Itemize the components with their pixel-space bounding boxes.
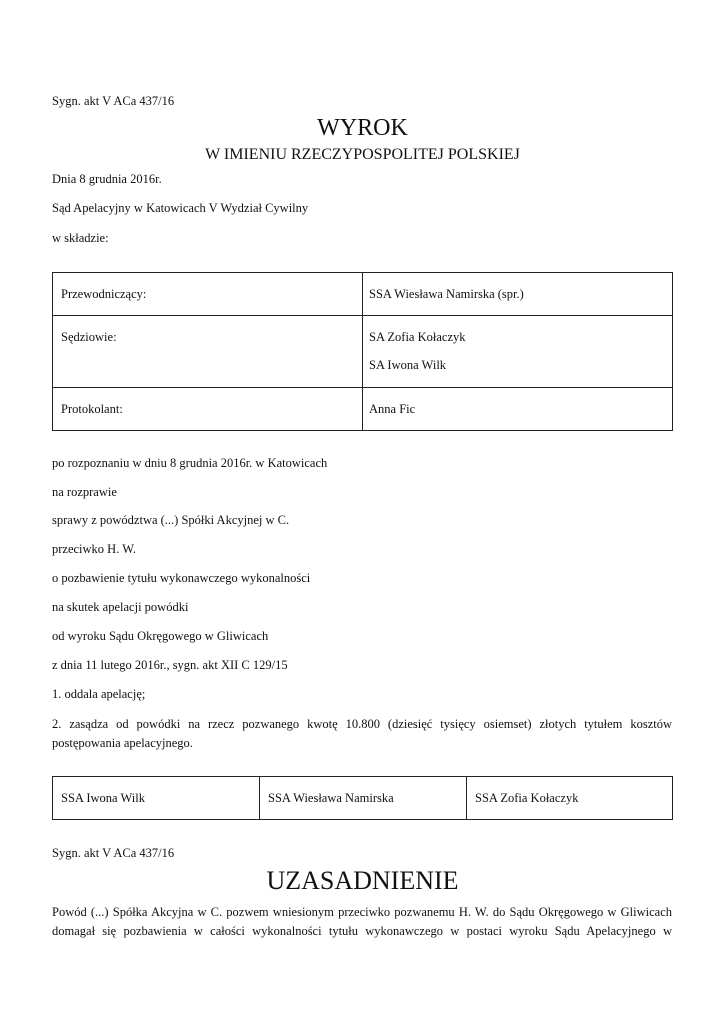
panel-row <box>53 316 673 388</box>
signatures-table <box>52 776 673 820</box>
panel-row <box>53 388 673 431</box>
panel-name: SSA Wiesława Namirska (spr.) <box>369 287 524 301</box>
panel-name: SA Zofia Kołaczyk <box>369 330 466 344</box>
proceedings-line: sprawy z powództwa (...) Spółki Akcyjnej w C. <box>52 513 290 527</box>
justification-case-number: Sygn. akt V ACa 437/16 <box>52 846 175 860</box>
proceedings-line: o pozbawienie tytułu wykonawczego wykonalności <box>52 571 311 585</box>
panel-row <box>53 273 673 316</box>
justification-line-1: Powód (...) Spółka Akcyjna w C. pozwem wniesionym przeciwko pozwanemu H. W. do Sądu Okręgowego w Gliwicach <box>52 905 672 919</box>
panel-name: SA Iwona Wilk <box>369 358 447 372</box>
document-subtitle: W IMIENIU RZECZYPOSPOLITEJ POLSKIEJ <box>205 146 520 163</box>
composition-label: w składzie: <box>52 231 109 245</box>
justification-title: UZASADNIENIE <box>266 866 459 895</box>
panel-role: Przewodniczący: <box>61 287 147 301</box>
proceedings-line: po rozpoznaniu w dniu 8 grudnia 2016r. w Katowicach <box>52 456 328 470</box>
proceedings-line: z dnia 11 lutego 2016r., sygn. akt XII C 129/15 <box>52 658 288 672</box>
document-title: WYROK <box>317 115 408 141</box>
proceedings-line: przeciwko H. W. <box>52 542 137 556</box>
justification-line-2: domagał się pozbawienia w całości wykonalności tytułu wykonawczego w postaci wyroku Sądu Apelacyjnego w <box>52 924 672 938</box>
ruling-item-1: 1. oddala apelację; <box>52 687 146 701</box>
panel-table <box>52 272 673 431</box>
judgment-date: Dnia 8 grudnia 2016r. <box>52 172 162 186</box>
panel-name: Anna Fic <box>369 402 416 416</box>
case-number: Sygn. akt V ACa 437/16 <box>52 94 175 108</box>
court-name: Sąd Apelacyjny w Katowicach V Wydział Cywilny <box>52 201 309 215</box>
signature: SSA Wiesława Namirska <box>268 791 394 805</box>
proceedings-line: od wyroku Sądu Okręgowego w Gliwicach <box>52 629 269 643</box>
panel-role: Protokolant: <box>61 402 123 416</box>
ruling-item-2-line-1: 2. zasądza od powódki na rzecz pozwanego kwotę 10.800 (dziesięć tysięcy osiemset) złotych tytułem kosztów <box>52 717 672 731</box>
proceedings-line: na skutek apelacji powódki <box>52 600 189 614</box>
ruling-item-2-line-2: postępowania apelacyjnego. <box>52 736 193 750</box>
signature: SSA Zofia Kołaczyk <box>475 791 579 805</box>
panel-role: Sędziowie: <box>61 330 117 344</box>
proceedings-line: na rozprawie <box>52 485 117 499</box>
signature: SSA Iwona Wilk <box>61 791 145 805</box>
